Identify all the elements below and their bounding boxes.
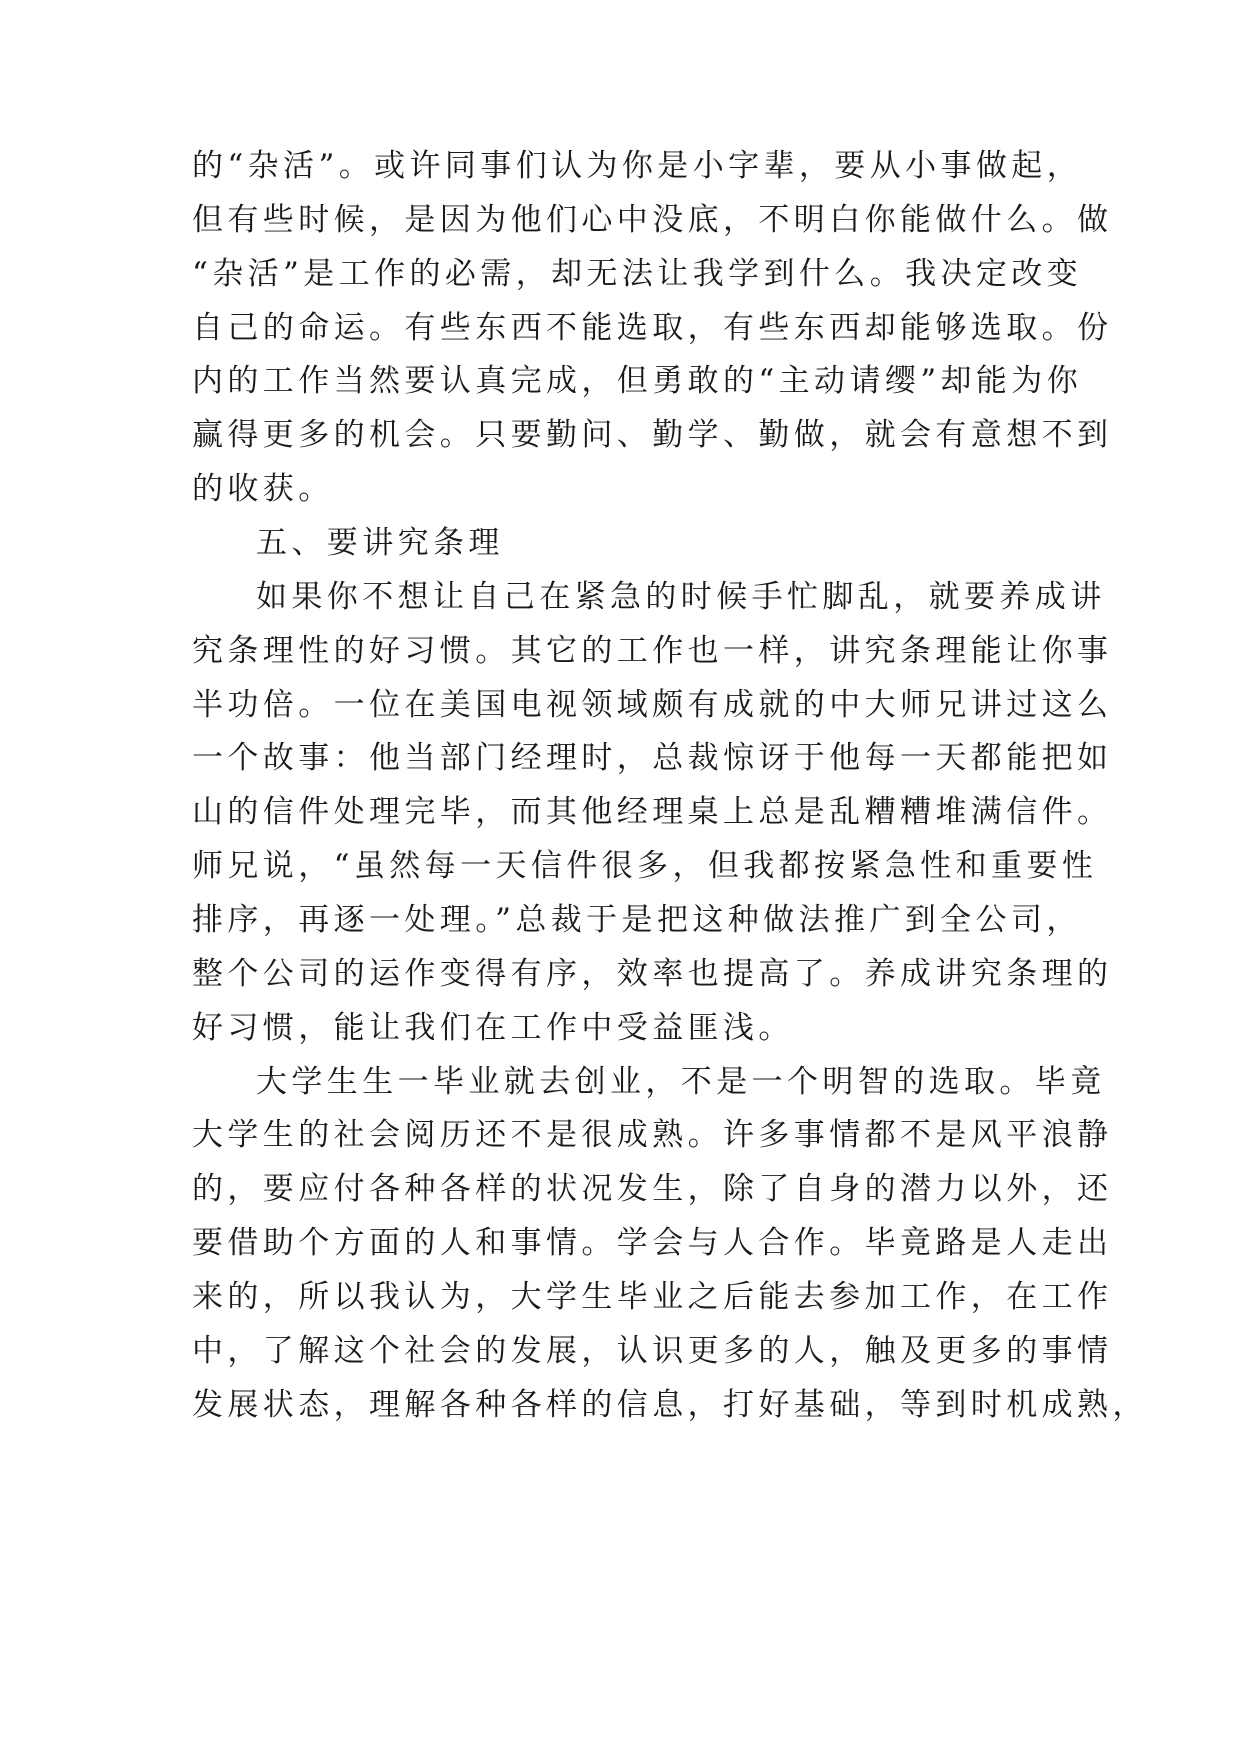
text-line: 排序，再逐一处理。”总裁于是把这种做法推广到全公司， bbox=[192, 902, 1082, 938]
text-line: 究条理性的好习惯。其它的工作也一样，讲究条理能让你事 bbox=[192, 633, 1113, 669]
text-line: 的收获。 bbox=[192, 471, 334, 507]
text-line: 的“杂活”。或许同事们认为你是小字辈，要从小事做起， bbox=[192, 148, 1083, 184]
text-line: 要借助个方面的人和事情。学会与人合作。毕竟路是人走出 bbox=[192, 1225, 1113, 1261]
text-line: 但有些时候，是因为他们心中没底，不明白你能做什么。做 bbox=[192, 202, 1113, 238]
text-line: 如果你不想让自己在紧急的时候手忙脚乱，就要养成讲 bbox=[256, 579, 1106, 615]
text-line: 自己的命运。有些东西不能选取，有些东西却能够选取。份 bbox=[192, 310, 1113, 346]
text-line: 大学生的社会阅历还不是很成熟。许多事情都不是风平浪静 bbox=[192, 1117, 1113, 1153]
text-line: 来的，所以我认为，大学生毕业之后能去参加工作，在工作 bbox=[192, 1279, 1113, 1315]
text-line: 好习惯，能让我们在工作中受益匪浅。 bbox=[192, 1010, 794, 1046]
text-line: 中，了解这个社会的发展，认识更多的人，触及更多的事情 bbox=[192, 1333, 1113, 1369]
text-line: 内的工作当然要认真完成，但勇敢的“主动请缨”却能为你 bbox=[192, 363, 1083, 399]
text-line: 师兄说，“虽然每一天信件很多，但我都按紧急性和重要性 bbox=[192, 848, 1098, 884]
text-line: 大学生生一毕业就去创业，不是一个明智的选取。毕竟 bbox=[256, 1064, 1106, 1100]
text-line: 赢得更多的机会。只要勤问、勤学、勤做，就会有意想不到 bbox=[192, 417, 1113, 453]
text-line: 的，要应付各种各样的状况发生，除了自身的潜力以外，还 bbox=[192, 1171, 1113, 1207]
section-heading: 五、要讲究条理 bbox=[256, 525, 504, 561]
text-line: “杂活”是工作的必需，却无法让我学到什么。我决定改变 bbox=[192, 256, 1083, 292]
text-line: 一个故事：他当部门经理时，总裁惊讶于他每一天都能把如 bbox=[192, 740, 1113, 776]
text-line: 半功倍。一位在美国电视领域颇有成就的中大师兄讲过这么 bbox=[192, 687, 1113, 723]
text-line: 发展状态，理解各种各样的信息，打好基础，等到时机成熟， bbox=[192, 1387, 1148, 1423]
text-line: 整个公司的运作变得有序，效率也提高了。养成讲究条理的 bbox=[192, 956, 1113, 992]
text-line: 山的信件处理完毕，而其他经理桌上总是乱糟糟堆满信件。 bbox=[192, 794, 1113, 830]
